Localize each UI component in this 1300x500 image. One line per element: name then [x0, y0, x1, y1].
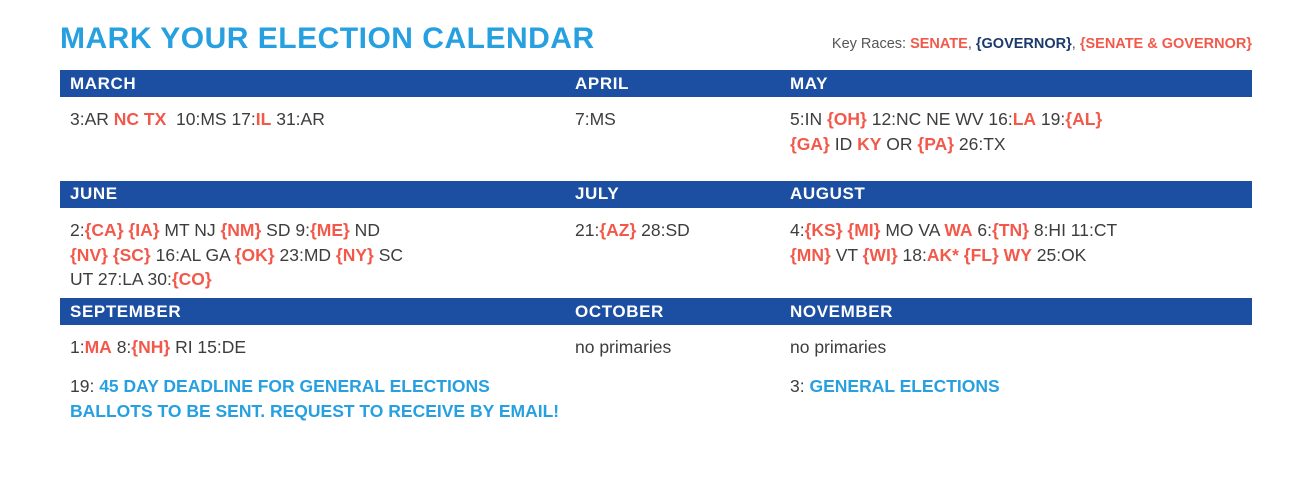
header	[60, 22, 1252, 56]
calendar-row-summer	[60, 181, 1252, 293]
september-deadline-date: 19:	[70, 376, 100, 397]
month-header-bar	[60, 181, 1252, 208]
month-header-october: OCTOBER	[575, 301, 664, 321]
month-header-august: AUGUST	[790, 184, 866, 204]
key-races-legend	[832, 36, 1252, 56]
november-general-date: 3:	[790, 376, 810, 397]
month-header-july: JULY	[575, 184, 620, 204]
month-body-row	[60, 97, 1252, 157]
month-header-march: MARCH	[70, 73, 137, 93]
key-governor: {GOVERNOR}	[975, 36, 1072, 52]
key-sep-2: ,	[1071, 36, 1080, 52]
month-entries-september: 1:MA 8:{NH} RI 15:DE 19: 45 DAY DEADLINE FOR GENERAL ELECTIONS BALLOTS TO BE SENT. REQUEST TO RECEIVE BY EMAIL!	[60, 335, 565, 424]
november-general-note	[790, 360, 1252, 399]
month-header-june: JUNE	[70, 184, 118, 204]
month-header-may: MAY	[790, 73, 829, 93]
calendar-row-fall	[60, 298, 1252, 424]
key-senate-and-governor: {SENATE & GOVERNOR}	[1079, 36, 1252, 52]
september-deadline-text: 45 DAY DEADLINE FOR GENERAL ELECTIONS BALLOTS TO BE SENT. REQUEST TO RECEIVE BY EMAIL!	[70, 376, 560, 421]
month-body-row	[60, 325, 1252, 424]
key-label: Key Races:	[831, 36, 911, 52]
page-title: MARK YOUR ELECTION CALENDAR	[60, 22, 595, 55]
month-entries-march: 3:AR NC TX 10:MS 17:IL 31:AR	[70, 109, 325, 129]
month-entries-october: no primaries	[575, 337, 672, 358]
month-header-november: NOVEMBER	[790, 301, 894, 321]
month-body-row	[60, 208, 1252, 293]
month-header-april: APRIL	[575, 73, 629, 93]
month-header-bar	[60, 70, 1252, 97]
november-primaries-text: no primaries	[790, 337, 887, 358]
key-senate: SENATE	[910, 36, 968, 52]
month-entries-august: 4:{KS} {MI} MO VA WA 6:{TN} 8:HI 11:CT {MN} VT {WI} 18:AK* {FL} WY 25:OK	[790, 219, 1118, 265]
month-entries-may: 5:IN {OH} 12:NC NE WV 16:LA 19:{AL} {GA} ID KY OR {PA} 26:TX	[790, 109, 1103, 154]
month-entries-november	[780, 335, 1252, 424]
november-general-text: GENERAL ELECTIONS	[809, 376, 1000, 397]
month-entries-june: 2:{CA} {IA} MT NJ {NM} SD 9:{ME} ND {NV} {SC} 16:AL GA {OK} 23:MD {NY} SC UT 27:LA 30:{CO}	[70, 219, 404, 290]
calendar-row-spring	[60, 70, 1252, 157]
month-entries-april: 7:MS	[575, 109, 616, 129]
month-entries-july: 21:{AZ} 28:SD	[575, 219, 690, 240]
september-deadline-note	[70, 360, 565, 424]
row-spacer	[60, 163, 1252, 181]
month-header-bar	[60, 298, 1252, 325]
month-header-september: SEPTEMBER	[70, 301, 182, 321]
key-sep-1: ,	[967, 36, 976, 52]
